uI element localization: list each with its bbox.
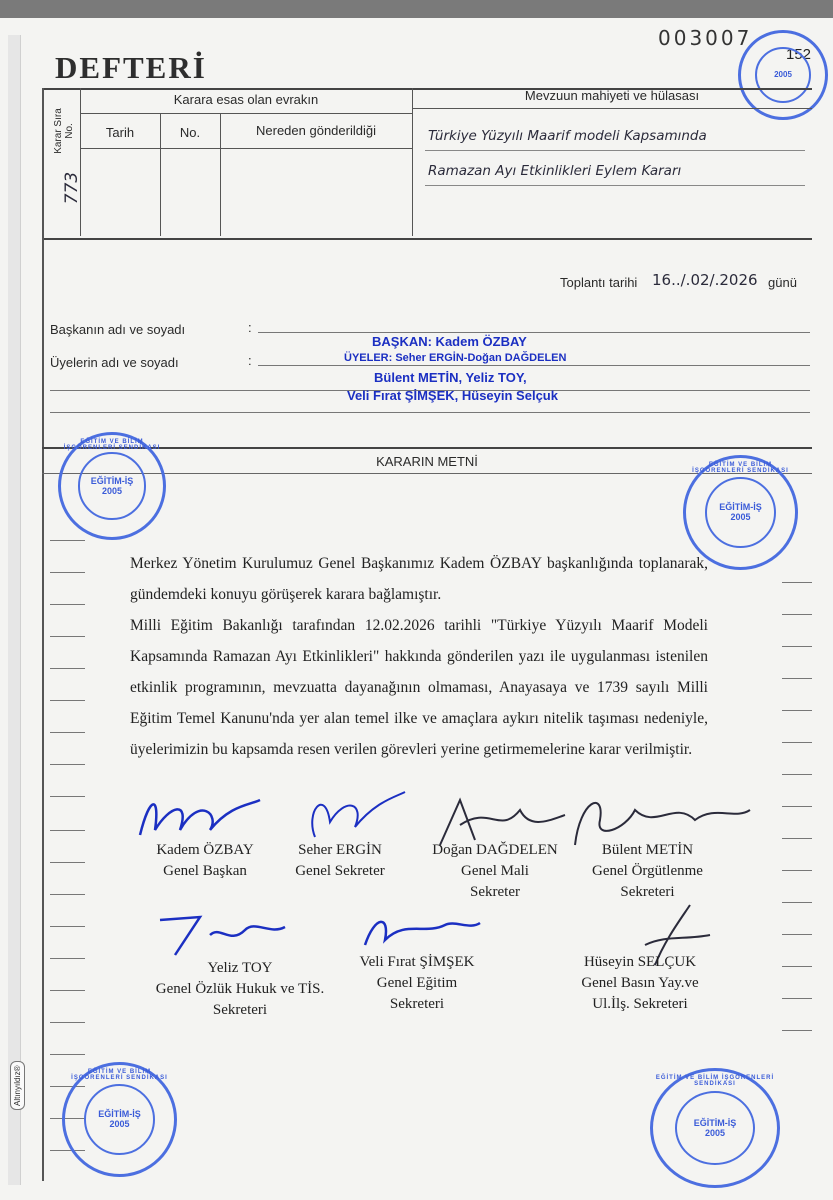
- signature-toy: [150, 905, 290, 960]
- signature-simsek: [355, 905, 485, 955]
- binding-strip: [8, 35, 21, 1185]
- meeting-date-label: Toplantı tarihi: [560, 275, 638, 290]
- signatory-title: Genel Mali: [461, 863, 529, 879]
- seal-inner-year: 2005: [109, 1119, 130, 1130]
- signature-ozbay: [130, 785, 270, 845]
- serial-number: 003007: [658, 26, 753, 50]
- union-seal-bottom-right: [650, 1068, 780, 1188]
- karar-sira-value: 773: [62, 171, 83, 205]
- seal-year: 2005: [774, 70, 792, 80]
- seal-ring-text: EĞİTİM VE BİLİM İŞGÖRENLERİ SENDİKASI: [692, 462, 789, 474]
- union-seal-bottom-left: [62, 1062, 177, 1177]
- signatory-name: Hüseyin SELÇUK: [583, 954, 697, 970]
- seal-inner-year: 2005: [704, 1127, 726, 1138]
- union-seal-left: [58, 432, 166, 540]
- signatory-title: Genel Özlük Hukuk ve TİS.: [155, 981, 325, 997]
- seal-ring-text: EĞİTİM VE BİLİM İŞGÖRENLERİ SENDİKASI: [71, 1069, 168, 1081]
- signatory-ozbay: [130, 840, 280, 882]
- signatory-title: Sekreteri: [620, 884, 675, 900]
- signatory-title: Genel Başkan: [163, 863, 247, 879]
- viewer-top-bar: [0, 0, 833, 18]
- printer-mark: Altınyıldız®: [10, 1061, 25, 1110]
- board-stamp-line-3: Bülent METİN, Yeliz TOY,: [374, 370, 527, 385]
- signatory-title: Sekreter: [470, 884, 520, 900]
- col-mevzuun: Mevzuun mahiyeti ve hülasası: [524, 88, 700, 103]
- seal-inner-name: EĞİTİM-İŞ: [719, 502, 762, 513]
- signatory-title: Ul.İlş. Sekreteri: [592, 996, 688, 1012]
- signatory-metin: [570, 840, 725, 903]
- board-stamp-line-2: ÜYELER: Seher ERGİN-Doğan DAĞDELEN: [344, 352, 567, 364]
- signatory-title: Genel Eğitim: [376, 975, 458, 991]
- karar-heading: KARARIN METNİ: [376, 454, 478, 469]
- signatory-name: Yeliz TOY: [207, 960, 273, 976]
- signatory-simsek: [342, 952, 492, 1015]
- signatory-title: Genel Sekreter: [295, 863, 385, 879]
- col-tarih: Tarih: [105, 125, 135, 140]
- page-number: 152: [786, 46, 812, 63]
- board-stamp-line-1: BAŞKAN: Kadem ÖZBAY: [372, 334, 527, 349]
- signatory-title: Sekreteri: [389, 996, 445, 1012]
- signatory-selcuk: [555, 952, 725, 1015]
- seal-inner-name: EĞİTİM-İŞ: [90, 475, 134, 486]
- ledger-title: DEFTERİ: [55, 50, 207, 85]
- meeting-date-suffix: günü: [768, 275, 797, 290]
- col-evrak: Karara esas olan evrakın: [173, 92, 319, 107]
- col-karar-sira: Karar Sıra No.: [53, 108, 75, 154]
- seal-ring-text: EĞİTİM VE BİLİM İŞGÖRENLERİ SENDİKASI: [655, 1075, 775, 1087]
- col-nereden: Nereden gönderildiği: [256, 123, 376, 138]
- board-stamp-line-4: Veli Fırat ŞİMŞEK, Hüseyin Selçuk: [347, 388, 558, 403]
- signature-ergin: [295, 782, 415, 842]
- signatory-name: Kadem ÖZBAY: [156, 842, 254, 858]
- seal-inner-name: EĞİTİM-İŞ: [98, 1109, 141, 1120]
- signatory-title: Genel Örgütlenme: [592, 863, 703, 879]
- uyeler-colon: :: [248, 353, 252, 368]
- summary-line-1: Türkiye Yüzyılı Maarif modeli Kapsamında: [428, 128, 707, 144]
- decision-paragraph-1: Merkez Yönetim Kurulumuz Genel Başkanımız Kadem ÖZBAY başkanlığında toplanarak, gündemdeki konuyu görüşerek karara bağlamıştır.: [130, 555, 708, 603]
- summary-line-2: Ramazan Ayı Etkinlikleri Eylem Kararı: [428, 163, 682, 179]
- signatory-title: Sekreteri: [212, 1002, 268, 1018]
- decision-paragraph-2: Milli Eğitim Bakanlığı tarafından 12.02.2026 tarihli "Türkiye Yüzyılı Maarif Modeli Kapsamında Ramazan Ayı Etkinlikleri" hakkında gönderilen yazı ile uygulanması istenilen etkinlik programının, mevzuatta dayanağının olmaması, Anayasaya ve 1739 sayılı Milli Eğitim Temel Kanunu'nda yer alan temel ilke ve amaçlara aykırı nitelik taşıması nedeniyle, üyelerimizin bu kapsamda resen verilen görevleri yerine getirmemelerine karar verilmiştir.: [130, 617, 708, 758]
- uyeler-label: Üyelerin adı ve soyadı: [50, 355, 179, 370]
- signatory-toy: [130, 958, 350, 1021]
- seal-inner-year: 2005: [101, 485, 122, 496]
- col-no: No.: [179, 125, 201, 140]
- baskan-colon: :: [248, 320, 252, 335]
- signatory-name: Veli Fırat ŞİMŞEK: [359, 954, 475, 970]
- baskan-label: Başkanın adı ve soyadı: [50, 322, 186, 337]
- signatory-name: Bülent METİN: [601, 842, 694, 858]
- meeting-date-value: 16../.02/.2026: [652, 271, 758, 289]
- seal-ring-text: EĞİTİM VE BİLİM İŞGÖRENLERİ SENDİKASI: [63, 439, 161, 451]
- seal-inner-year: 2005: [730, 512, 751, 523]
- signatory-ergin: [270, 840, 410, 882]
- signatory-name: Seher ERGİN: [298, 842, 382, 858]
- header-table: [42, 88, 812, 240]
- signatory-dagdelen: [415, 840, 575, 903]
- signatory-name: Doğan DAĞDELEN: [432, 842, 558, 858]
- seal-inner-name: EĞİTİM-İŞ: [693, 1117, 737, 1128]
- signatory-title: Genel Basın Yay.ve: [581, 975, 699, 991]
